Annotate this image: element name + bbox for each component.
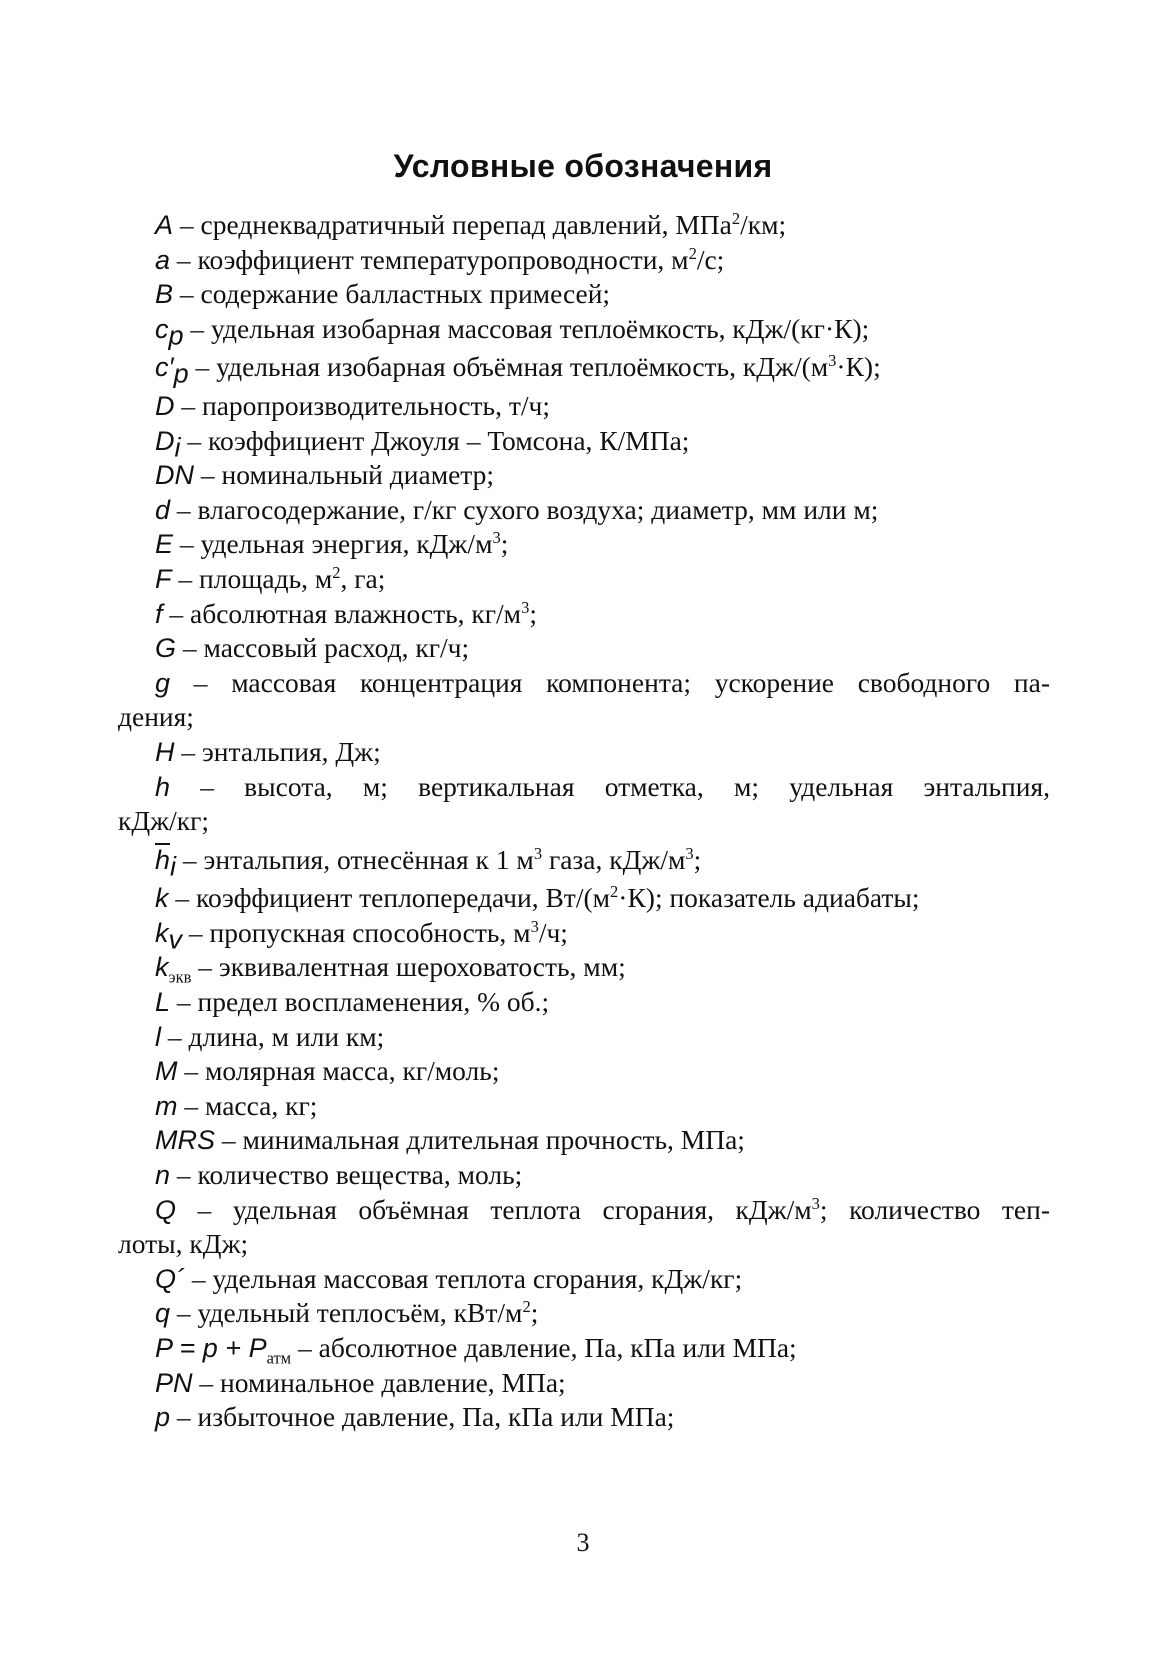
page-title: Условные обозначения [393,148,773,184]
list-item [118,631,1050,666]
entry-symbol: a [155,244,171,275]
list-item [118,1089,1050,1124]
entry-text2: ; [529,597,537,629]
entry-text: – номинальный диаметр; [194,459,495,491]
entry-text: – удельная энергия, кДж/м [173,528,493,560]
entry-text2: /ч; [538,916,568,948]
entry-symbol: D [155,390,175,421]
entry-symbol: E [155,529,174,560]
page-number: 3 [576,1528,590,1557]
entry-sup: 3 [492,528,501,548]
entry-text: – эквивалентная шероховатость, мм; [191,951,626,983]
entry-symbol: H [155,736,175,767]
entry-text: – высота, м; вертикальная отметка, м; удельная энтальпия, [170,770,1050,802]
list-item [118,1020,1050,1055]
entry-text: – молярная масса, кг/моль; [177,1055,500,1087]
entry-symbol: L [155,987,171,1018]
entry-text: – абсолютная влажность, кг/м [162,597,522,629]
entry-sup: 3 [533,843,543,863]
entry-text: – удельная объёмная теплота сгорания, кДж/м [176,1193,812,1225]
entry-text: – удельная изобарная объёмная теплоёмкость, кДж/(м [188,351,829,383]
entry-symbol: l [155,1021,161,1052]
list-item [118,597,1050,632]
entry-text: – количество вещества, моль; [170,1159,523,1191]
entry-text2: ; количество теп- [819,1193,1050,1225]
entry-sub: p [168,320,184,351]
list-item [118,312,1050,351]
entry-symbol: P = p + P [155,1333,267,1363]
entry-sup: 3 [530,916,539,936]
entry-text: – паропроизводительность, т/ч; [174,389,550,421]
entry-text: – пропускная способность, м [182,916,531,948]
entry-symbol: d [155,494,171,525]
entry-symbol: q [155,1298,171,1329]
entry-text: – номинальное давление, МПа; [192,1366,566,1398]
entry-text: – энтальпия, Дж; [174,735,381,767]
entry-symbol: k [155,917,169,948]
list-item [118,277,1050,312]
list-item [118,243,1050,278]
list-item [118,1366,1050,1401]
entry-text2: ; [530,1297,539,1329]
entry-sub: атм [266,1348,292,1368]
entry-symbol: A [155,210,174,240]
entry-text: – предел воспламенения, % об.; [170,986,550,1018]
entry-sup: 3 [828,351,837,371]
entry-text: – коэффициент теплопередачи, Вт/(м [168,882,611,914]
entry-symbol: PN [155,1367,193,1398]
entry-text: – коэффициент температуропроводности, м [170,243,689,275]
entry-text2: газа, кДж/м [542,843,686,875]
entry-symbol: G [155,633,177,664]
entry-sup: 2 [688,243,697,263]
entry-text2: /км; [740,209,787,240]
entry-symbol: k [155,883,169,914]
entry-symbol: Q´ [155,1263,185,1294]
entry-sub: i [170,851,177,882]
entry-text2: ·К); [836,351,881,383]
entry-sub: i [174,432,181,463]
entry-text2: /с; [696,243,725,275]
entry-sup: 2 [522,1297,531,1317]
entry-sup: 3 [521,597,530,617]
entry-sup: 2 [332,562,341,582]
list-item [118,493,1050,528]
entry-symbol: h [155,844,171,875]
entry-symbol: c [155,313,169,344]
list-item [118,916,1050,955]
entry-text: – избыточное давление, Па, кПа или МПа; [170,1401,675,1433]
entry-text: – удельная изобарная массовая теплоёмкость, кДж/(кг·К); [183,312,870,344]
list-item [118,424,1050,463]
entry-text: – длина, м или км; [161,1020,385,1052]
entry-symbol: p [155,1402,171,1433]
list-item [118,458,1050,493]
list-item [118,1331,1050,1366]
entry-sup: 2 [610,882,619,902]
entry-continuation: кДж/кг; [118,805,210,837]
entry-symbol: M [155,1056,178,1087]
entry-text: – площадь, м [171,562,333,594]
entry-symbol: m [155,1090,178,1121]
entry-text: – содержание балластных примесей; [173,278,611,310]
entry-sup: 3 [811,1193,820,1213]
entry-sub: экв [168,967,192,987]
list-item [118,735,1050,770]
list-item [118,346,1050,389]
entry-sub: p [173,358,189,389]
entry-text3: ; [693,843,702,875]
entry-text: – влагосодержание, г/кг сухого воздуха; диаметр, мм или м; [170,493,879,525]
list-item [118,1400,1050,1435]
entry-text: – масса, кг; [177,1089,318,1121]
entry-text: – удельный теплосъём, кВт/м [170,1297,523,1329]
list-item [118,1296,1050,1331]
list-item [118,1158,1050,1193]
entry-text2: , га; [340,562,386,594]
list-item [118,985,1050,1020]
list-item [118,1054,1050,1089]
entry-symbol: k [155,952,169,983]
entry-text2: ·К); показатель адиабаты; [618,882,920,914]
entry-sup: 2 [731,208,741,228]
entry-text: – энтальпия, отнесённая к 1 м [176,843,534,875]
entry-symbol: n [155,1160,171,1191]
entry-sub: v [168,924,182,955]
list-item [118,950,1050,985]
entry-symbol: h [155,771,171,802]
entry-text2: ; [500,528,509,560]
entry-sup2: 3 [685,843,694,863]
entry-symbol: MRS [155,1125,215,1156]
entry-symbol: F [155,563,172,594]
entry-text: – среднеквадратичный перепад давлений, МПа [173,209,732,240]
list-item [118,770,1050,839]
list-item [118,881,1050,916]
entry-symbol: g [155,667,171,698]
entry-symbol: B [155,279,174,310]
entry-text: – абсолютное давление, Па, кПа или МПа; [291,1332,797,1363]
list-item [118,839,1050,882]
entry-symbol: f [155,598,163,629]
entry-continuation: дения; [118,701,194,733]
entry-continuation: лоты, кДж; [118,1228,249,1260]
list-item [118,208,1050,243]
entry-text: – минимальная длительная прочность, МПа; [215,1124,745,1156]
list-item [118,1193,1050,1262]
entry-symbol: Q [155,1194,177,1225]
list-item [118,562,1050,597]
list-item [118,1123,1050,1158]
entry-text: – коэффициент Джоуля – Томсона, К/МПа; [180,424,690,456]
entry-symbol: c′ [155,352,174,383]
list-item [118,527,1050,562]
entry-symbol: DN [155,460,194,491]
entry-text: – удельная массовая теплота сгорания, кДж/кг; [185,1262,743,1294]
entry-text: – массовый расход, кг/ч; [176,632,470,664]
notation-list [118,208,1050,1435]
list-item [118,1262,1050,1297]
entry-text: – массовая концентрация компонента; ускорение свободного па- [170,666,1050,698]
list-item [118,389,1050,424]
entry-symbol: D [155,425,175,456]
list-item [118,666,1050,735]
